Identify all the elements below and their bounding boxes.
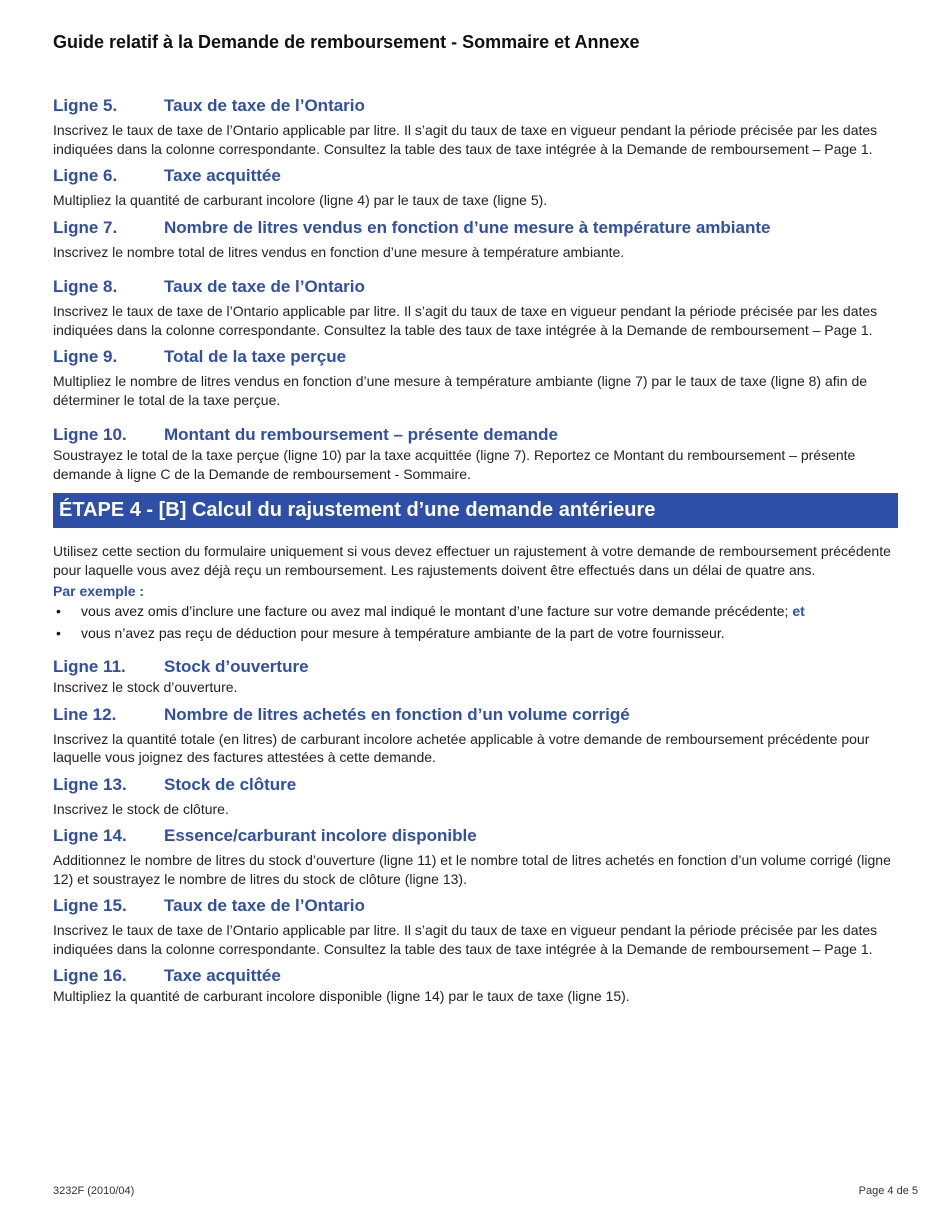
- line-number: Ligne 15.: [53, 896, 127, 915]
- line-section-11: [53, 656, 898, 697]
- line-heading: [53, 825, 898, 846]
- line-section-8: [53, 276, 898, 339]
- form-code: 3232F (2010/04): [53, 1185, 135, 1197]
- line-instruction: Additionnez le nombre de litres du stock d’ouverture (ligne 11) et le nombre total de litres achetés en fonction d’un volume corrigé (ligne 12) et soustrayez le nombre de litres du stock de clôture (ligne 13).: [53, 852, 891, 887]
- line-heading: [53, 346, 898, 367]
- line-instruction: Soustrayez le total de la taxe perçue (ligne 10) par la taxe acquittée (ligne 7). Reportez ce Montant du remboursement – présente demande à ligne C de la Demande de remboursement - Sommaire.: [53, 447, 856, 482]
- line-number: Ligne 9.: [53, 347, 118, 366]
- bullet-text: vous avez omis d’inclure une facture ou avez mal indiqué le montant d’une facture sur votre demande précédente;: [81, 603, 793, 619]
- bullet-marker: •: [56, 624, 61, 641]
- bullet-text: vous n’avez pas reçu de déduction pour mesure à température ambiante de la part de votre fournisseur.: [81, 624, 725, 641]
- line-title: Total de la taxe perçue: [164, 347, 347, 366]
- bullet-marker: •: [56, 603, 61, 619]
- line-title: Montant du remboursement – présente demande: [164, 425, 558, 444]
- example-label: Par exemple :: [53, 583, 145, 599]
- line-instruction: Inscrivez le taux de taxe de l’Ontario applicable par litre. Il s’agit du taux de taxe en vigueur pendant la période précisée par les dates indiquées dans la colonne correspondante. Consultez la table des taux de taxe intégrée à la Demande de remboursement – Page 1.: [53, 122, 878, 157]
- line-section-12: [53, 704, 898, 767]
- line-section-6: [53, 165, 898, 210]
- line-section-5: [53, 95, 898, 158]
- line-number: Ligne 8.: [53, 277, 118, 296]
- line-section-14: [53, 825, 898, 888]
- line-title: Taxe acquittée: [164, 966, 281, 985]
- document-content: [53, 95, 898, 1013]
- line-title: Taux de taxe de l’Ontario: [164, 96, 365, 115]
- line-heading: [53, 95, 898, 116]
- line-title: Taxe acquittée: [164, 166, 281, 185]
- line-heading: [53, 424, 898, 445]
- line-number: Ligne 10.: [53, 425, 127, 444]
- line-heading: [53, 656, 898, 677]
- line-instruction: Inscrivez la quantité totale (en litres) de carburant incolore achetée applicable à votre demande de remboursement précédente pour laquelle vous joignez des factures attestées à cette demande.: [53, 730, 870, 765]
- line-section-16: [53, 965, 898, 1006]
- line-instruction: Inscrivez le stock de clôture.: [53, 800, 229, 817]
- line-section-9: [53, 346, 898, 409]
- line-section-10: [53, 424, 898, 483]
- line-heading: [53, 704, 898, 725]
- line-instruction: Multipliez le nombre de litres vendus en fonction d’une mesure à température ambiante (ligne 7) par le taux de taxe (ligne 8) afin de déterminer le total de la taxe perçue.: [53, 373, 868, 408]
- line-number: Ligne 13.: [53, 774, 127, 794]
- bullet-item: [53, 602, 898, 621]
- line-instruction: Inscrivez le taux de taxe de l’Ontario applicable par litre. Il s’agit du taux de taxe en vigueur pendant la période précisée par les dates indiquées dans la colonne correspondante. Consultez la table des taux de taxe intégrée à la Demande de remboursement – Page 1.: [53, 922, 878, 957]
- line-heading: [53, 965, 898, 986]
- line-heading: [53, 165, 898, 186]
- line-title: Essence/carburant incolore disponible: [164, 826, 477, 845]
- bullet-item: [53, 624, 898, 643]
- line-number: Line 12.: [53, 704, 117, 724]
- line-instruction: Multipliez la quantité de carburant incolore (ligne 4) par le taux de taxe (ligne 5).: [53, 192, 548, 208]
- line-section-13: [53, 774, 898, 819]
- line-instruction: Multipliez la quantité de carburant incolore disponible (ligne 14) par le taux de taxe (ligne 15).: [53, 988, 630, 1004]
- bullet-conjunction: et: [792, 603, 805, 619]
- line-heading: [53, 774, 898, 795]
- line-heading: [53, 276, 898, 297]
- line-title: Stock d’ouverture: [164, 657, 309, 676]
- line-number: Ligne 6.: [53, 166, 118, 185]
- line-heading: [53, 895, 898, 916]
- line-section-7: [53, 217, 898, 262]
- line-number: Ligne 11.: [53, 657, 126, 676]
- line-title: Nombre de litres vendus en fonction d’une mesure à température ambiante: [164, 217, 771, 237]
- line-instruction: Inscrivez le nombre total de litres vendus en fonction d’une mesure à température ambiante.: [53, 243, 625, 260]
- page-number: Page 4 de 5: [858, 1185, 918, 1197]
- line-instruction: Inscrivez le stock d’ouverture.: [53, 679, 238, 695]
- step-intro: Utilisez cette section du formulaire uniquement si vous devez effectuer un rajustement à votre demande de remboursement précédente pour laquelle vous avez déjà reçu un remboursement. Les rajustements doivent être effectués dans un délai de quatre ans.: [53, 543, 891, 578]
- line-number: Ligne 16.: [53, 966, 127, 985]
- document-title: Guide relatif à la Demande de remboursement - Sommaire et Annexe: [53, 32, 640, 52]
- line-number: Ligne 7.: [53, 217, 118, 237]
- line-number: Ligne 14.: [53, 826, 127, 845]
- line-title: Taux de taxe de l’Ontario: [164, 896, 365, 915]
- line-heading: [53, 217, 898, 238]
- step-4b-banner: ÉTAPE 4 - [B] Calcul du rajustement d’une demande antérieure: [53, 493, 898, 528]
- line-title: Taux de taxe de l’Ontario: [164, 277, 365, 296]
- line-title: Nombre de litres achetés en fonction d’un volume corrigé: [164, 704, 630, 724]
- line-section-15: [53, 895, 898, 958]
- line-instruction: Inscrivez le taux de taxe de l’Ontario applicable par litre. Il s’agit du taux de taxe en vigueur pendant la période précisée par les dates indiquées dans la colonne correspondante. Consultez la table des taux de taxe intégrée à la Demande de remboursement – Page 1.: [53, 303, 878, 338]
- line-number: Ligne 5.: [53, 96, 118, 115]
- line-title: Stock de clôture: [164, 774, 297, 794]
